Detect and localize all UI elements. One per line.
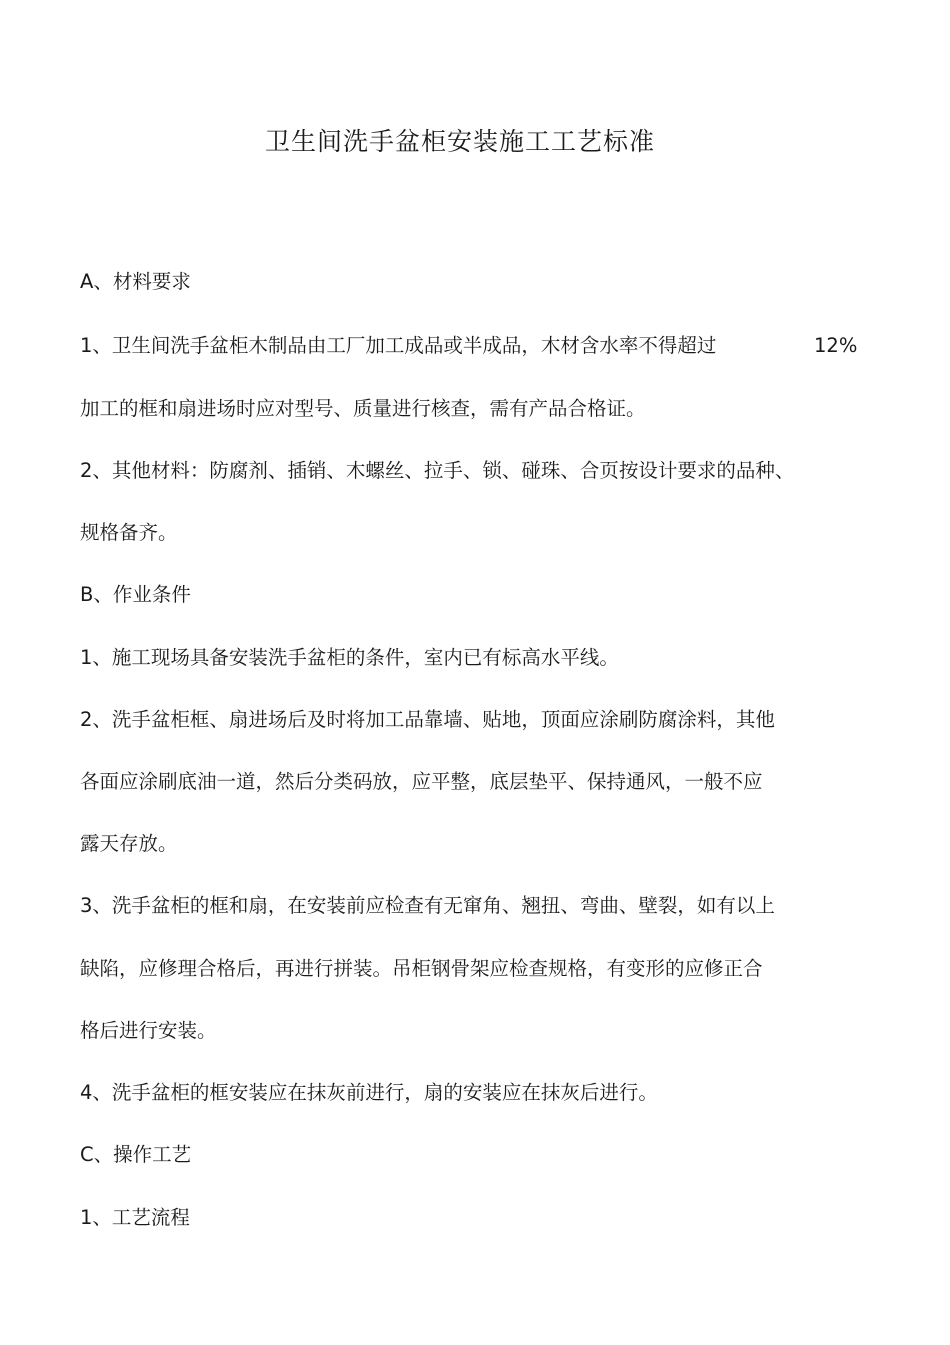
section-heading-a: A、材料要求 [80, 270, 191, 293]
paragraph-line: 2、其他材料：防腐剂、插销、木螺丝、拉手、锁、碰珠、合页按设计要求的品种、 [80, 459, 795, 482]
paragraph-line: 缺陷，应修理合格后，再进行拼装。吊柜钢骨架应检查规格，有变形的应修正合 [80, 957, 763, 980]
paragraph-line: 2、洗手盆柜框、扇进场后及时将加工品靠墙、贴地，顶面应涂刷防腐涂料，其他 [80, 708, 775, 731]
paragraph-line: 加工的框和扇进场时应对型号、质量进行核查，需有产品合格证。 [80, 397, 646, 420]
paragraph-line: 4、洗手盆柜的框安装应在抹灰前进行，扇的安装应在抹灰后进行。 [80, 1081, 658, 1104]
paragraph-line: 格后进行安装。 [80, 1019, 217, 1042]
section-heading-b: B、作业条件 [80, 583, 191, 606]
document-title: 卫生间洗手盆柜安装施工工艺标准 [264, 127, 655, 156]
paragraph-line: 1、工艺流程 [80, 1206, 190, 1229]
paragraph-line: 3、洗手盆柜的框和扇，在安装前应检查有无窜角、翘扭、弯曲、壁裂，如有以上 [80, 894, 775, 917]
paragraph-line: 1、施工现场具备安装洗手盆柜的条件，室内已有标高水平线。 [80, 646, 619, 669]
moisture-limit-value: 12% [814, 334, 858, 357]
paragraph-line: 规格备齐。 [80, 521, 178, 544]
paragraph-line: 1、卫生间洗手盆柜木制品由工厂加工成品或半成品，木材含水率不得超过 [80, 334, 717, 357]
section-heading-c: C、操作工艺 [80, 1143, 192, 1166]
paragraph-line: 露天存放。 [80, 832, 178, 855]
paragraph-line: 各面应涂刷底油一道，然后分类码放，应平整，底层垫平、保持通风，一般不应 [80, 770, 763, 793]
